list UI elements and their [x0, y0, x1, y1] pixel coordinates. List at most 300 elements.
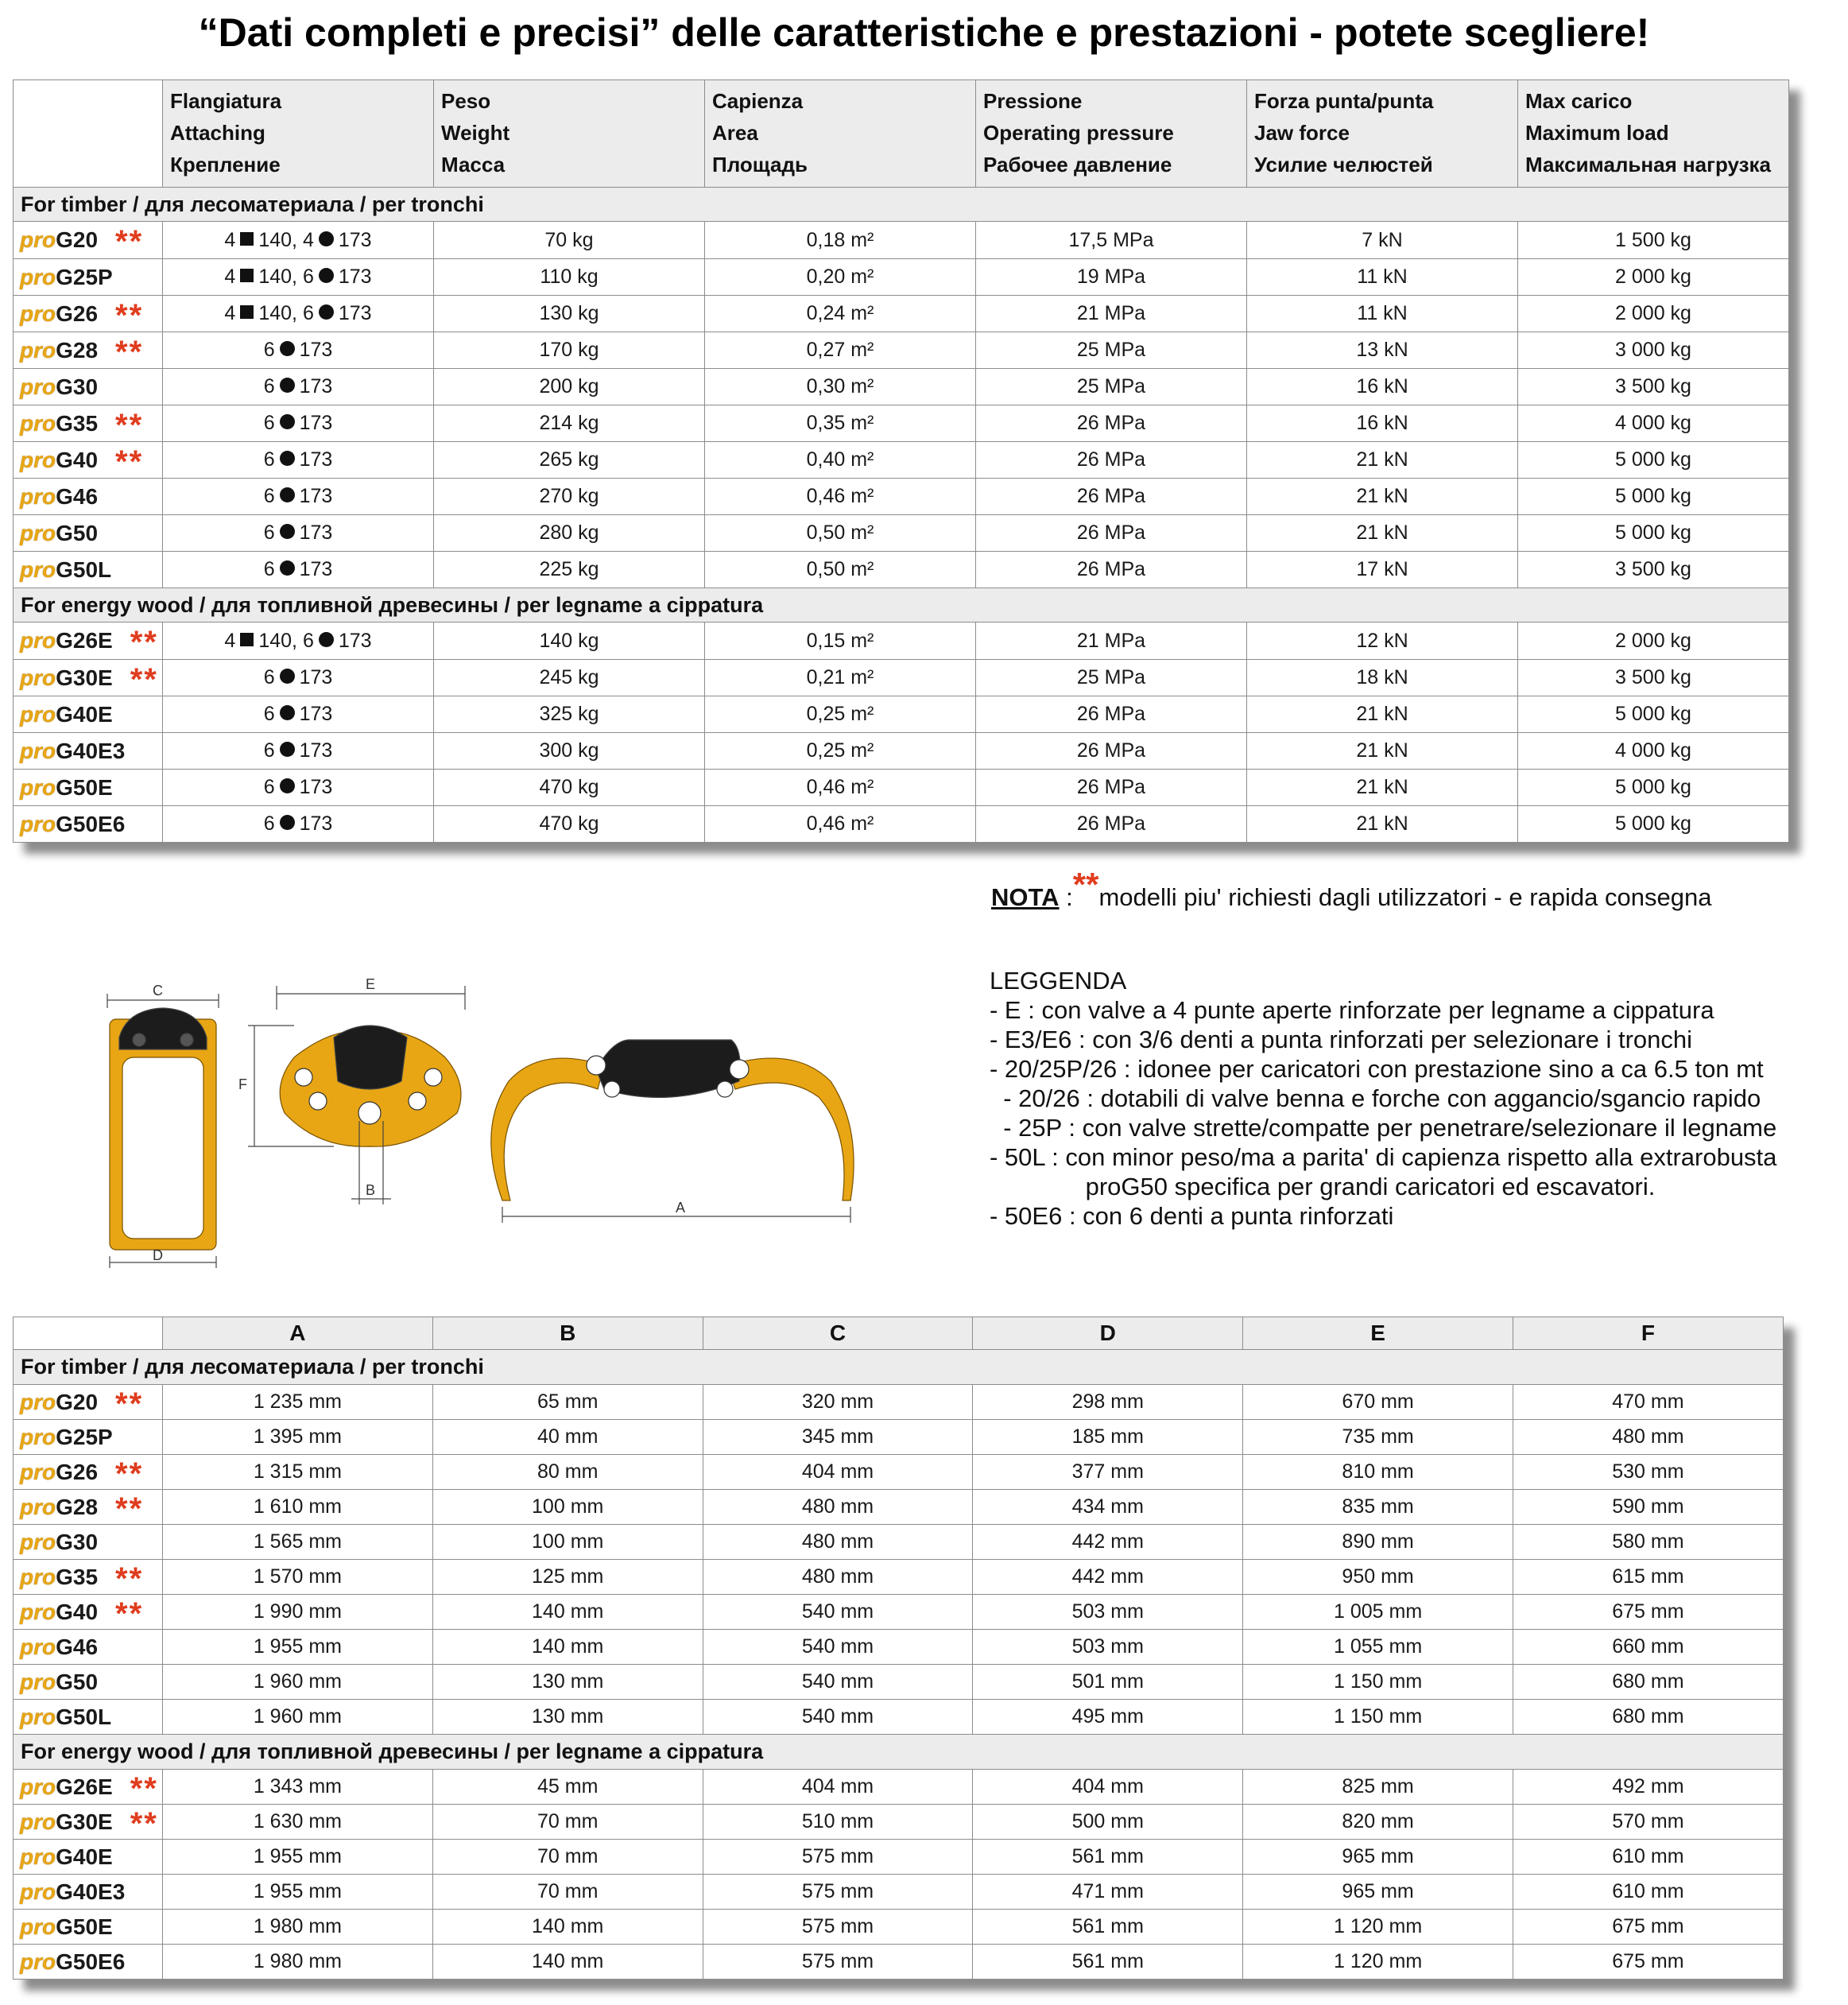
dimension-cell: 130 mm	[432, 1665, 703, 1700]
pressure-cell: 26 MPa	[976, 405, 1247, 442]
round-flange-icon	[280, 341, 295, 356]
dim-label-f: F	[238, 1076, 247, 1092]
square-flange-icon	[240, 305, 254, 319]
dimension-cell: 570 mm	[1513, 1805, 1783, 1840]
pressure-cell: 26 MPa	[976, 696, 1247, 733]
column-header	[1518, 80, 1789, 188]
attach-size: 173	[299, 448, 333, 471]
area-cell: 0,24 m²	[705, 296, 976, 332]
model-name-cell	[14, 806, 163, 843]
attaching-cell	[163, 552, 434, 588]
brand-prefix: pro	[20, 628, 56, 653]
attaching-cell	[163, 369, 434, 405]
attaching-cell	[163, 515, 434, 552]
dimension-cell: 40 mm	[432, 1420, 703, 1455]
weight-cell: 200 kg	[434, 369, 705, 405]
dimension-cell: 1 235 mm	[163, 1385, 433, 1420]
dimension-cell: 965 mm	[1243, 1840, 1513, 1875]
attach-count: 4	[302, 228, 314, 251]
model-name-cell	[14, 1385, 163, 1420]
area-cell: 0,50 m²	[705, 552, 976, 588]
dim-label-d: D	[153, 1247, 163, 1263]
brand-prefix: pro	[20, 701, 56, 727]
table-row	[14, 1525, 1784, 1560]
column-header-line: F	[1641, 1321, 1655, 1345]
table-row	[14, 552, 1789, 588]
section-row	[14, 588, 1789, 622]
table-row	[14, 1490, 1784, 1525]
model-code: G46	[56, 1634, 99, 1659]
table-row	[14, 296, 1789, 332]
round-flange-icon	[280, 524, 295, 539]
model-code: G28	[56, 1494, 99, 1519]
round-flange-icon	[280, 669, 295, 684]
model-name-cell	[14, 1700, 163, 1735]
dimension-cell: 140 mm	[432, 1595, 703, 1630]
model-code: G50	[56, 1669, 99, 1694]
brand-prefix: pro	[20, 1879, 56, 1904]
square-flange-icon	[240, 633, 254, 646]
model-name-cell	[14, 405, 163, 442]
model-code: G46	[56, 483, 99, 509]
page-title: “Dati completi e precisi” delle caratteristiche e prestazioni - potete scegliere!	[198, 10, 1650, 55]
table-row	[14, 1945, 1784, 1980]
pressure-cell: 25 MPa	[976, 660, 1247, 696]
attach-size: 140	[258, 302, 293, 324]
column-header	[163, 1317, 433, 1350]
pressure-cell: 25 MPa	[976, 332, 1247, 369]
brand-prefix: pro	[20, 1774, 56, 1799]
model-name-cell	[14, 332, 163, 369]
model-name-cell	[14, 442, 163, 479]
popular-marker: **	[115, 1561, 144, 1595]
model-name-cell	[14, 1910, 163, 1945]
round-flange-icon	[280, 378, 295, 393]
pressure-cell: 26 MPa	[976, 552, 1247, 588]
column-header-line: Усилие челюстей	[1254, 153, 1433, 176]
dimension-cell: 810 mm	[1243, 1455, 1513, 1490]
dimension-cell: 510 mm	[703, 1805, 973, 1840]
model-code: G30E	[56, 1809, 113, 1834]
dimension-cell: 130 mm	[432, 1700, 703, 1735]
weight-cell: 300 kg	[434, 733, 705, 770]
dimension-cell: 185 mm	[973, 1420, 1243, 1455]
pressure-cell: 26 MPa	[976, 515, 1247, 552]
dimension-cell: 404 mm	[703, 1455, 973, 1490]
model-code: G40	[56, 447, 99, 472]
brand-prefix: pro	[20, 1914, 56, 1939]
attach-size: 140	[258, 228, 293, 251]
attach-count: 4	[224, 629, 236, 652]
column-header-line: E	[1370, 1321, 1385, 1345]
dimension-cell: 125 mm	[432, 1560, 703, 1595]
table-row	[14, 1630, 1784, 1665]
dimension-cell: 540 mm	[703, 1630, 973, 1665]
table-row	[14, 1840, 1784, 1875]
model-code: G40E	[56, 701, 113, 727]
table-row	[14, 259, 1789, 296]
column-header-line: Maximum load	[1525, 121, 1669, 145]
popular-marker: **	[115, 334, 144, 369]
model-code: G50E	[56, 774, 113, 800]
load-cell: 5 000 kg	[1518, 770, 1789, 806]
model-code: G25P	[56, 1424, 113, 1449]
dimension-cell: 670 mm	[1243, 1385, 1513, 1420]
dimension-cell: 320 mm	[703, 1385, 973, 1420]
load-cell: 1 500 kg	[1518, 222, 1789, 259]
dim-label-e: E	[366, 976, 376, 992]
legend-title: LEGGENDA	[990, 967, 1127, 995]
model-name-cell	[14, 1805, 163, 1840]
load-cell: 5 000 kg	[1518, 442, 1789, 479]
model-name-cell	[14, 1595, 163, 1630]
round-flange-icon	[319, 304, 334, 320]
round-flange-icon	[319, 268, 334, 283]
note-colon: :	[1059, 883, 1073, 911]
square-flange-icon	[240, 269, 254, 282]
area-cell: 0,40 m²	[705, 442, 976, 479]
area-cell: 0,18 m²	[705, 222, 976, 259]
round-flange-icon	[280, 487, 295, 502]
dimension-cell: 480 mm	[1513, 1420, 1783, 1455]
model-code: G28	[56, 337, 99, 363]
popular-marker: **	[115, 1456, 144, 1490]
column-header-line: B	[560, 1321, 576, 1345]
dimension-cell: 1 955 mm	[163, 1630, 433, 1665]
performance-table	[13, 80, 1789, 843]
model-name-cell	[14, 696, 163, 733]
dimension-cell: 1 150 mm	[1243, 1700, 1513, 1735]
dimension-cell: 530 mm	[1513, 1455, 1783, 1490]
dimension-cell: 80 mm	[432, 1455, 703, 1490]
column-header-line: Крепление	[170, 153, 281, 176]
table-row	[14, 222, 1789, 259]
model-name-cell	[14, 296, 163, 332]
model-name-cell	[14, 1490, 163, 1525]
popular-marker: **	[130, 661, 158, 696]
note-stars: **	[1072, 866, 1099, 903]
popular-marker: **	[115, 1596, 144, 1630]
model-name-cell	[14, 479, 163, 515]
dimension-cell: 70 mm	[432, 1840, 703, 1875]
force-cell: 21 kN	[1247, 770, 1518, 806]
attach-size: 173	[299, 703, 333, 725]
model-code: G20	[56, 227, 99, 252]
column-header	[434, 80, 705, 188]
model-name-cell	[14, 515, 163, 552]
dimension-cell: 140 mm	[432, 1630, 703, 1665]
model-code: G50L	[56, 1704, 112, 1729]
table-row	[14, 369, 1789, 405]
attaching-cell	[163, 733, 434, 770]
dimension-cell: 825 mm	[1243, 1770, 1513, 1805]
attach-size: 173	[338, 266, 372, 288]
attach-size: 140	[258, 629, 293, 652]
pressure-cell: 26 MPa	[976, 770, 1247, 806]
note-text: modelli piu' richiesti dagli utilizzatori - e rapida consegna	[1098, 883, 1712, 911]
attach-count: 6	[302, 302, 314, 324]
brand-prefix: pro	[20, 520, 56, 545]
legend-line: - E3/E6 : con 3/6 denti a punta rinforzati per selezionare i tronchi	[990, 1026, 1692, 1053]
column-header-line: D	[1099, 1321, 1116, 1345]
round-flange-icon	[280, 742, 295, 757]
brand-prefix: pro	[20, 811, 56, 836]
weight-cell: 214 kg	[434, 405, 705, 442]
round-flange-icon	[319, 231, 334, 246]
column-header-line: Max carico	[1525, 89, 1633, 113]
dimension-cell: 575 mm	[703, 1910, 973, 1945]
section-row	[14, 1350, 1784, 1385]
weight-cell: 170 kg	[434, 332, 705, 369]
dimension-cell: 675 mm	[1513, 1945, 1783, 1980]
model-name-cell	[14, 1455, 163, 1490]
attach-count: 6	[263, 739, 275, 762]
table-row	[14, 1385, 1784, 1420]
legend-line: - 50L : con minor peso/ma a parita' di capienza rispetto alla extrarobusta	[990, 1143, 1777, 1171]
model-name-cell	[14, 770, 163, 806]
attaching-cell	[163, 479, 434, 515]
model-code: G50E6	[56, 1949, 126, 1974]
dimension-cell: 540 mm	[703, 1595, 973, 1630]
grapple-front-view	[107, 994, 219, 1268]
column-header	[14, 1317, 163, 1350]
dimension-cell: 580 mm	[1513, 1525, 1783, 1560]
dimension-cell: 377 mm	[973, 1455, 1243, 1490]
popular-marker: **	[115, 297, 144, 332]
table-row	[14, 770, 1789, 806]
attaching-cell: 4 140, 6 173	[163, 622, 434, 660]
load-cell: 5 000 kg	[1518, 696, 1789, 733]
area-cell: 0,35 m²	[705, 405, 976, 442]
model-code: G26E	[56, 1774, 113, 1799]
attach-count: 6	[263, 485, 275, 507]
brand-prefix: pro	[20, 665, 56, 690]
column-header	[705, 80, 976, 188]
load-cell: 4 000 kg	[1518, 733, 1789, 770]
area-cell: 0,46 m²	[705, 770, 976, 806]
table-row	[14, 515, 1789, 552]
dimension-cell: 480 mm	[703, 1560, 973, 1595]
table-row	[14, 479, 1789, 515]
brand-prefix: pro	[20, 1564, 56, 1589]
dimensions-table-header	[14, 1317, 1784, 1350]
table-row	[14, 806, 1789, 843]
table-row	[14, 696, 1789, 733]
section-row	[14, 1735, 1784, 1770]
legend-line: - 20/26 : dotabili di valve benna e forche con aggancio/sgancio rapido	[990, 1084, 1761, 1112]
dimension-cell: 404 mm	[973, 1770, 1243, 1805]
weight-cell: 265 kg	[434, 442, 705, 479]
dimension-cell: 503 mm	[973, 1595, 1243, 1630]
model-code: G30	[56, 374, 99, 399]
round-flange-icon	[280, 451, 295, 466]
section-title: For energy wood / для топливной древесины / per legname a cippatura	[14, 1735, 1784, 1770]
legend-line: - 50E6 : con 6 denti a punta rinforzati	[990, 1202, 1394, 1230]
attach-size: 173	[299, 339, 333, 361]
model-name-cell	[14, 1840, 163, 1875]
model-code: G30	[56, 1529, 99, 1554]
attach-count: 6	[263, 666, 275, 688]
weight-cell: 280 kg	[434, 515, 705, 552]
section-title: For timber / для лесоматериала / per tronchi	[14, 1350, 1784, 1385]
model-code: G50	[56, 520, 99, 545]
force-cell: 7 kN	[1247, 222, 1518, 259]
dimension-cell: 1 955 mm	[163, 1840, 433, 1875]
model-name-cell	[14, 1525, 163, 1560]
model-name-cell	[14, 1770, 163, 1805]
force-cell: 16 kN	[1247, 369, 1518, 405]
table-row	[14, 1805, 1784, 1840]
column-header	[976, 80, 1247, 188]
brand-prefix: pro	[20, 1459, 56, 1484]
dimension-cell: 1 120 mm	[1243, 1945, 1513, 1980]
attach-size: 173	[299, 812, 333, 835]
brand-prefix: pro	[20, 1949, 56, 1974]
attaching-cell	[163, 660, 434, 696]
table-row	[14, 1875, 1784, 1910]
brand-prefix: pro	[20, 410, 56, 436]
area-cell: 0,27 m²	[705, 332, 976, 369]
pressure-cell: 26 MPa	[976, 806, 1247, 843]
model-code: G40E	[56, 1844, 113, 1869]
round-flange-icon	[280, 815, 295, 830]
table-row	[14, 332, 1789, 369]
dimension-cell: 65 mm	[432, 1385, 703, 1420]
load-cell: 4 000 kg	[1518, 405, 1789, 442]
model-name-cell	[14, 369, 163, 405]
section-row	[14, 188, 1789, 222]
attach-size: 173	[338, 629, 372, 652]
column-header-line: Forza punta/punta	[1254, 89, 1434, 113]
dim-label-b: B	[366, 1182, 376, 1198]
attach-count: 4	[224, 302, 236, 324]
brand-prefix: pro	[20, 1529, 56, 1554]
column-header-line: Рабочее давление	[983, 153, 1172, 176]
dimension-cell: 1 315 mm	[163, 1455, 433, 1490]
model-code: G40E3	[56, 1879, 126, 1904]
column-header	[703, 1317, 973, 1350]
column-header	[1247, 80, 1518, 188]
attaching-cell	[163, 770, 434, 806]
force-cell: 13 kN	[1247, 332, 1518, 369]
column-header-line: Масса	[441, 153, 506, 176]
dimension-cell: 1 955 mm	[163, 1875, 433, 1910]
note	[991, 866, 1712, 912]
dimension-cell: 503 mm	[973, 1630, 1243, 1665]
weight-cell: 110 kg	[434, 259, 705, 296]
popular-marker: **	[115, 1386, 144, 1420]
attach-count: 6	[263, 522, 275, 544]
attach-size: 173	[299, 522, 333, 544]
dimension-cell: 615 mm	[1513, 1560, 1783, 1595]
pressure-cell: 26 MPa	[976, 479, 1247, 515]
weight-cell: 225 kg	[434, 552, 705, 588]
dimension-cell: 561 mm	[973, 1840, 1243, 1875]
column-header-line: Площадь	[712, 153, 808, 176]
dimension-cell: 434 mm	[973, 1490, 1243, 1525]
table-row	[14, 622, 1789, 660]
column-header-line: C	[829, 1321, 847, 1345]
model-name-cell	[14, 222, 163, 259]
column-header	[14, 80, 163, 188]
dimension-cell: 610 mm	[1513, 1875, 1783, 1910]
load-cell: 5 000 kg	[1518, 806, 1789, 843]
pressure-cell: 25 MPa	[976, 369, 1247, 405]
column-header-line: Flangiatura	[170, 89, 282, 113]
note-label: NOTA	[991, 883, 1060, 911]
model-code: G26	[56, 1459, 99, 1484]
pressure-cell: 26 MPa	[976, 733, 1247, 770]
load-cell: 5 000 kg	[1518, 479, 1789, 515]
dimension-cell: 540 mm	[703, 1665, 973, 1700]
attaching-cell	[163, 806, 434, 843]
attach-count: 6	[263, 776, 275, 798]
dimension-cell: 501 mm	[973, 1665, 1243, 1700]
attach-count: 6	[302, 266, 314, 288]
model-code: G26	[56, 301, 99, 326]
model-name-cell	[14, 1630, 163, 1665]
brand-prefix: pro	[20, 1424, 56, 1449]
popular-marker: **	[115, 407, 144, 442]
brand-prefix: pro	[20, 483, 56, 509]
popular-marker: **	[130, 625, 158, 660]
attach-size: 173	[299, 666, 333, 688]
force-cell: 11 kN	[1247, 259, 1518, 296]
dimension-cell: 820 mm	[1243, 1805, 1513, 1840]
weight-cell: 270 kg	[434, 479, 705, 515]
model-name-cell	[14, 622, 163, 660]
force-cell: 18 kN	[1247, 660, 1518, 696]
dimension-cell: 735 mm	[1243, 1420, 1513, 1455]
table-row	[14, 442, 1789, 479]
dim-label-a: A	[676, 1200, 686, 1216]
dimension-cell: 680 mm	[1513, 1665, 1783, 1700]
pressure-cell: 21 MPa	[976, 622, 1247, 660]
dimension-cell: 1 005 mm	[1243, 1595, 1513, 1630]
dimension-cell: 965 mm	[1243, 1875, 1513, 1910]
column-header-line: Peso	[441, 89, 491, 113]
load-cell: 3 000 kg	[1518, 332, 1789, 369]
model-name-cell	[14, 660, 163, 696]
grapple-drawing	[95, 970, 906, 1272]
force-cell: 21 kN	[1247, 442, 1518, 479]
dimension-cell: 950 mm	[1243, 1560, 1513, 1595]
dimension-cell: 575 mm	[703, 1840, 973, 1875]
table-row	[14, 660, 1789, 696]
legend-line: proG50 specifica per grandi caricatori ed escavatori.	[990, 1173, 1656, 1200]
dimension-cell: 480 mm	[703, 1490, 973, 1525]
model-code: G35	[56, 410, 99, 436]
brand-prefix: pro	[20, 374, 56, 399]
dimension-cell: 140 mm	[432, 1910, 703, 1945]
dimension-cell: 890 mm	[1243, 1525, 1513, 1560]
round-flange-icon	[280, 560, 295, 576]
brand-prefix: pro	[20, 301, 56, 326]
attach-count: 6	[263, 558, 275, 580]
area-cell: 0,46 m²	[705, 479, 976, 515]
area-cell: 0,25 m²	[705, 696, 976, 733]
dimensions-table	[13, 1317, 1784, 1980]
dimension-cell: 298 mm	[973, 1385, 1243, 1420]
attach-size: 173	[338, 228, 372, 251]
load-cell: 2 000 kg	[1518, 259, 1789, 296]
attaching-cell	[163, 442, 434, 479]
grapple-side-view-closed	[248, 986, 465, 1204]
column-header-line: Attaching	[170, 121, 265, 145]
round-flange-icon	[319, 632, 334, 647]
model-name-cell	[14, 552, 163, 588]
dimension-cell: 680 mm	[1513, 1700, 1783, 1735]
